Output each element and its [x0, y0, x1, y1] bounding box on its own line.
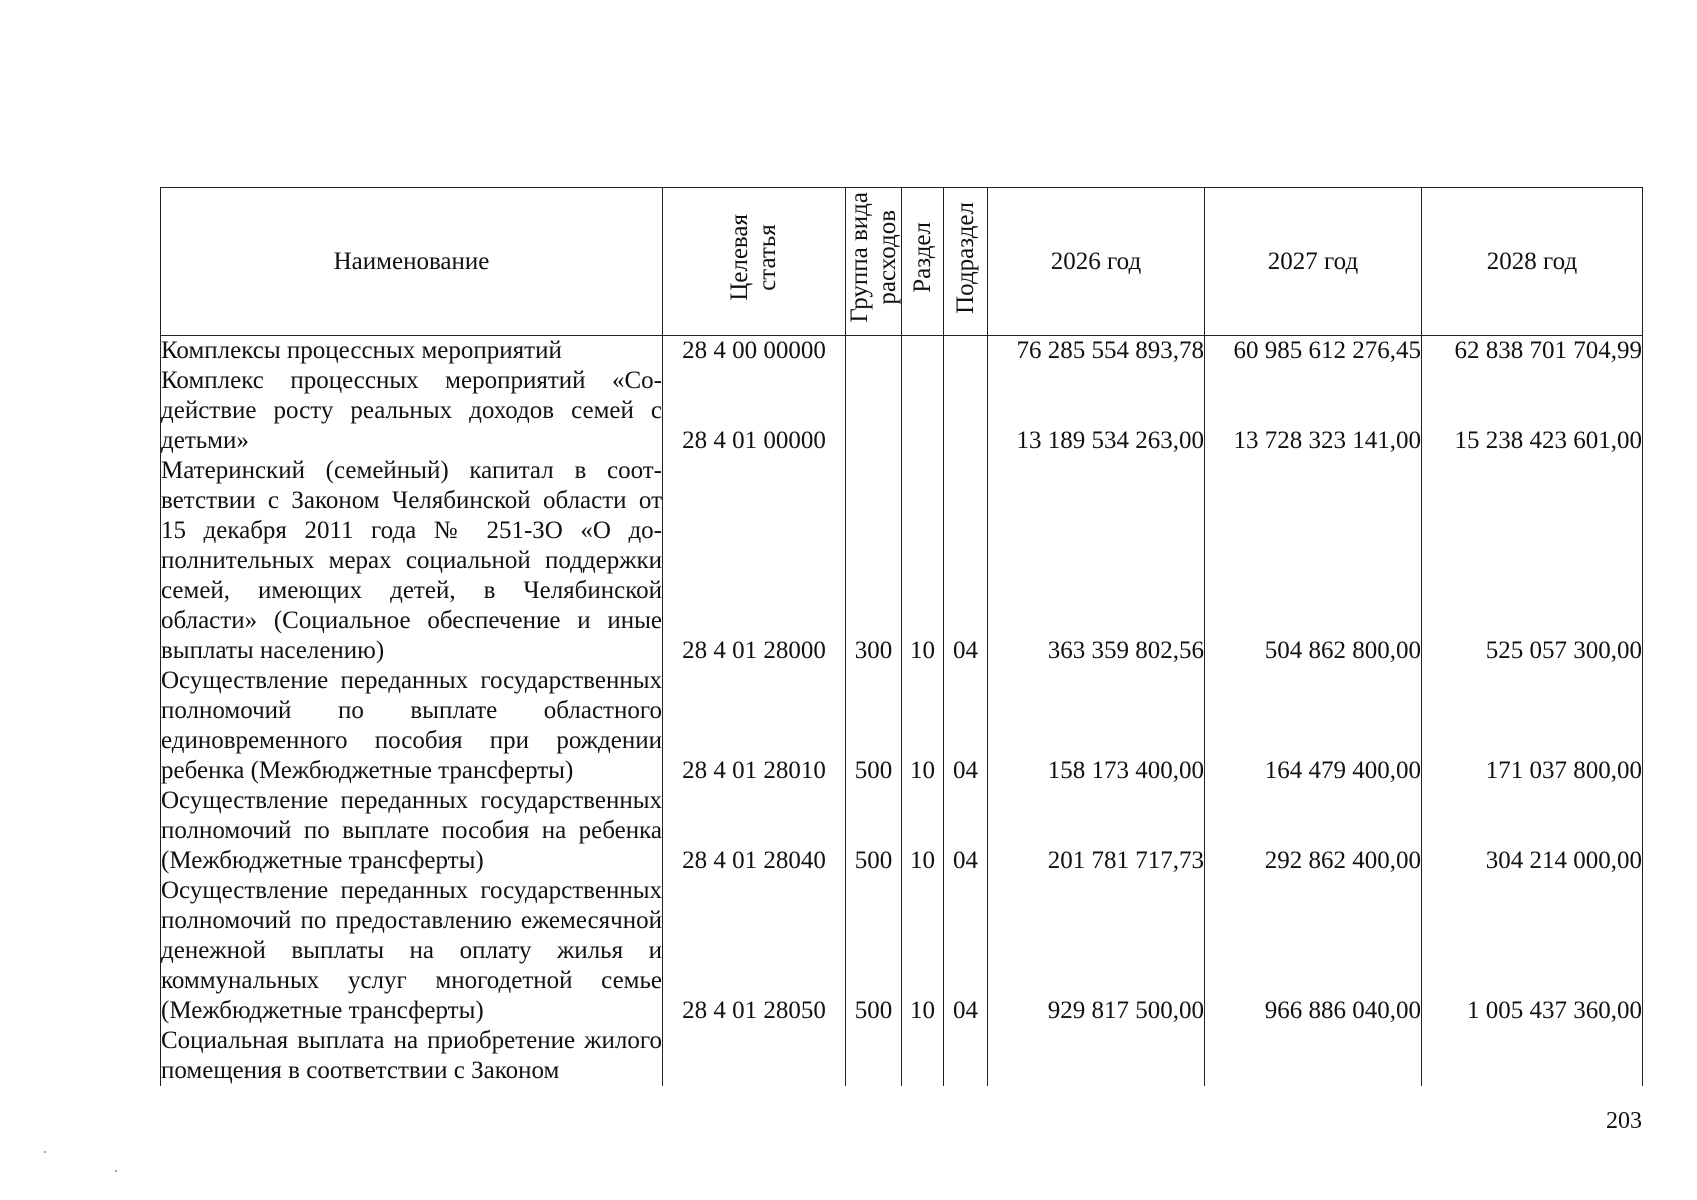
row-amount-2028: 1 005 437 360,00 — [1422, 876, 1643, 1026]
row-name: Материнский (семейный) капитал в соответствии с Законом Челябинской области от 15 декабря 2011 года № 251-ЗО «О дополнительных мерах социальной поддержки семей, имеющих детей, в Челябинской области» (Социальное обеспечение и иные выплаты населению) — [161, 457, 662, 664]
row-section: 10 — [902, 456, 944, 666]
row-amount-2026: 201 781 717,73 — [988, 786, 1205, 876]
header-target-article — [663, 188, 846, 336]
table-header-row — [161, 188, 1643, 336]
row-target-article: 28 4 01 28050 — [663, 876, 846, 1026]
row-target-article: 28 4 01 28000 — [663, 456, 846, 666]
header-year-2026: 2026 год — [988, 188, 1205, 336]
row-name: Осуществление переданных государственных полномочий по предоставлению ежемесячной денежной выплаты на оплату жилья и коммунальных услуг многодетной семье (Межбюджетные трансферты) — [161, 877, 662, 1024]
row-expense-group: 500 — [846, 666, 902, 786]
row-expense-group: 500 — [846, 876, 902, 1026]
row-target-article: 28 4 01 28010 — [663, 666, 846, 786]
row-amount-2026: 13 189 534 263,00 — [988, 366, 1205, 456]
scan-speck — [115, 1170, 117, 1172]
row-amount-2028: 62 838 701 704,99 — [1422, 336, 1643, 367]
row-expense-group: 500 — [846, 786, 902, 876]
row-amount-2026: 76 285 554 893,78 — [988, 336, 1205, 367]
header-expense-group — [846, 188, 902, 336]
row-subsection — [944, 336, 988, 367]
row-target-article: 28 4 00 00000 — [663, 336, 846, 367]
row-amount-2027: 292 862 400,00 — [1205, 786, 1422, 876]
row-name: Комплексы процессных мероприятий — [161, 336, 663, 367]
row-subsection — [944, 1026, 988, 1086]
row-amount-2026: 158 173 400,00 — [988, 666, 1205, 786]
row-section: 10 — [902, 876, 944, 1026]
header-subsection-label: Подраздел — [951, 201, 979, 314]
table-row — [161, 336, 1643, 367]
row-expense-group — [846, 1026, 902, 1086]
row-subsection: 04 — [944, 666, 988, 786]
row-amount-2027: 966 886 040,00 — [1205, 876, 1422, 1026]
row-subsection — [944, 366, 988, 456]
row-target-article: 28 4 01 28040 — [663, 786, 846, 876]
row-section: 10 — [902, 786, 944, 876]
row-target-article — [663, 1026, 846, 1086]
row-amount-2028 — [1422, 1026, 1643, 1086]
scan-speck — [44, 1151, 46, 1153]
table-row — [161, 786, 1643, 876]
header-section-label: Раздел — [908, 222, 936, 293]
row-amount-2027: 164 479 400,00 — [1205, 666, 1422, 786]
table-row — [161, 876, 1643, 1026]
row-amount-2027 — [1205, 1026, 1422, 1086]
header-target-article-label: Целевая статья — [726, 214, 781, 301]
row-name: Осуществление переданных государственных полномочий по выплате пособия на ребенка (Межбюджетные трансферты) — [161, 787, 662, 874]
row-subsection: 04 — [944, 876, 988, 1026]
row-expense-group: 300 — [846, 456, 902, 666]
row-section — [902, 366, 944, 456]
row-amount-2026: 363 359 802,56 — [988, 456, 1205, 666]
row-expense-group — [846, 336, 902, 367]
header-expense-group-label: Группа вида расходов — [846, 192, 901, 323]
table-row — [161, 366, 1643, 456]
row-section: 10 — [902, 666, 944, 786]
row-name: Осуществление переданных государственных полномочий по выплате областного единовременного пособия при рождении ребенка (Межбюджетные трансферты) — [161, 667, 662, 784]
row-amount-2028: 525 057 300,00 — [1422, 456, 1643, 666]
row-name: Социальная выплата на приобретение жилого помещения в соответствии с Законом — [161, 1027, 662, 1084]
row-amount-2026 — [988, 1026, 1205, 1086]
row-section — [902, 336, 944, 367]
row-target-article: 28 4 01 00000 — [663, 366, 846, 456]
header-subsection — [944, 188, 988, 336]
table-row — [161, 1026, 1643, 1086]
table-row — [161, 456, 1643, 666]
table-row — [161, 666, 1643, 786]
header-year-2028: 2028 год — [1422, 188, 1643, 336]
row-amount-2026: 929 817 500,00 — [988, 876, 1205, 1026]
row-subsection: 04 — [944, 786, 988, 876]
header-name: Наименование — [161, 188, 663, 336]
row-amount-2027: 60 985 612 276,45 — [1205, 336, 1422, 367]
row-amount-2028: 304 214 000,00 — [1422, 786, 1643, 876]
header-section — [902, 188, 944, 336]
row-subsection: 04 — [944, 456, 988, 666]
page-number: 203 — [1606, 1108, 1642, 1134]
row-amount-2028: 15 238 423 601,00 — [1422, 366, 1643, 456]
row-expense-group — [846, 366, 902, 456]
row-name: Комплекс процессных мероприятий «Содействие росту реальных доходов семей с детьми» — [161, 367, 662, 454]
row-amount-2028: 171 037 800,00 — [1422, 666, 1643, 786]
budget-table — [160, 187, 1643, 1086]
row-amount-2027: 504 862 800,00 — [1205, 456, 1422, 666]
row-section — [902, 1026, 944, 1086]
row-amount-2027: 13 728 323 141,00 — [1205, 366, 1422, 456]
header-year-2027: 2027 год — [1205, 188, 1422, 336]
